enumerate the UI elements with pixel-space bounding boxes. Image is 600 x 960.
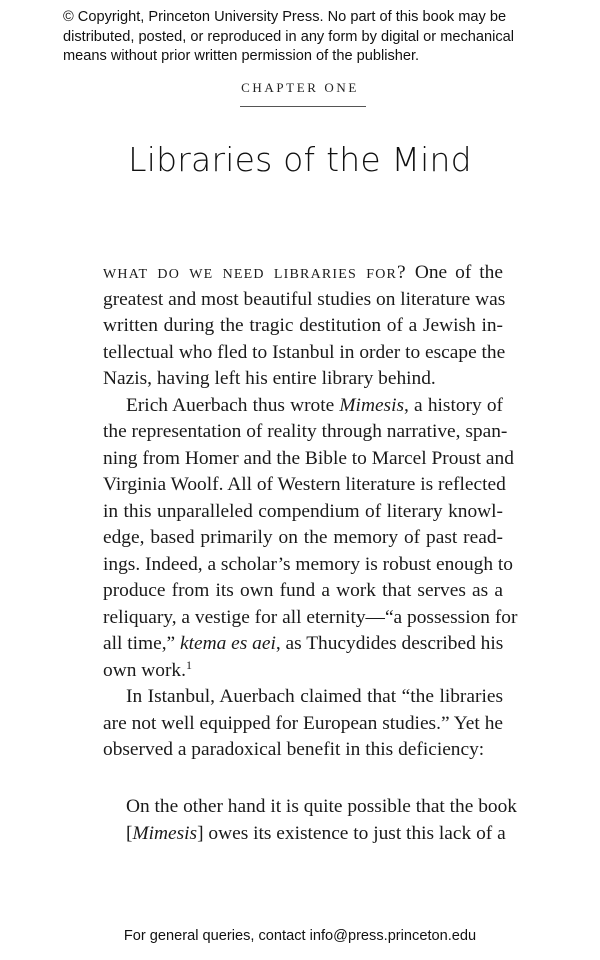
paragraph-line: are not well equipped for European studies.” Yet he <box>103 712 503 734</box>
chapter-title: Libraries of the Mind <box>128 140 472 179</box>
paragraph-line: In Istanbul, Auerbach claimed that “the libraries <box>126 686 503 707</box>
copyright-line: means without prior written permission of the publisher. <box>63 48 420 64</box>
lead-in-smallcaps: what do we need libraries for? <box>103 262 407 283</box>
paragraph-line: own work.$^1$ <box>103 657 192 681</box>
paragraph-line: what do we need libraries for? One of the <box>103 262 503 283</box>
chapter-label: CHAPTER ONE <box>241 80 359 95</box>
paragraph-line: edge, based primarily on the memory of past read- <box>103 527 503 548</box>
paragraph-line: all time,” ktema es aei, as Thucydides described his <box>103 633 504 654</box>
body-text <box>103 260 518 764</box>
book-title-italic: Mimesis <box>132 822 198 844</box>
paragraph-line: Virginia Woolf. All of Western literature is reflected <box>103 474 506 495</box>
paragraph-line: greatest and most beautiful studies on literature was <box>103 288 506 310</box>
copyright-line: © Copyright, Princeton University Press. No part of this book may be <box>63 9 507 25</box>
contact-footer: For general queries, contact info@press.princeton.edu <box>123 928 477 944</box>
paragraph-line: the representation of reality through narrative, span- <box>103 421 508 442</box>
book-title-italic: Mimesis <box>339 394 405 416</box>
paragraph-line: in this unparalleled compendium of literary knowl- <box>103 500 503 522</box>
quote-line: [Mimesis] owes its existence to just this lack of a <box>126 822 506 844</box>
copyright-line: distributed, posted, or reproduced in any form by digital or mechanical <box>63 28 515 45</box>
paragraph-line: ings. Indeed, a scholar’s memory is robust enough to <box>103 553 514 575</box>
paragraph-line: Erich Auerbach thus wrote Mimesis, a history of <box>126 394 503 416</box>
paragraph-line: produce from its own fund a work that serves as a <box>103 580 503 601</box>
copyright-notice <box>63 8 563 67</box>
paragraph-line: ning from Homer and the Bible to Marcel Proust and <box>103 447 514 469</box>
paragraph-line: observed a paradoxical benefit in this deficiency: <box>103 739 485 760</box>
paragraph-line: Nazis, having left his entire library behind. <box>103 368 436 389</box>
greek-phrase-italic: ktema es aei <box>180 633 276 654</box>
footnote-reference[interactable]: 1 <box>185 657 192 672</box>
quote-line: On the other hand it is quite possible that the book <box>126 796 517 817</box>
paragraph-line: reliquary, a vestige for all eternity—“a possession for <box>103 606 518 628</box>
block-quote <box>126 794 517 847</box>
paragraph-line: tellectual who fled to Istanbul in order to escape the <box>103 341 506 363</box>
chapter-divider <box>240 106 366 107</box>
paragraph-line: written during the tragic destitution of a Jewish in- <box>103 315 503 336</box>
